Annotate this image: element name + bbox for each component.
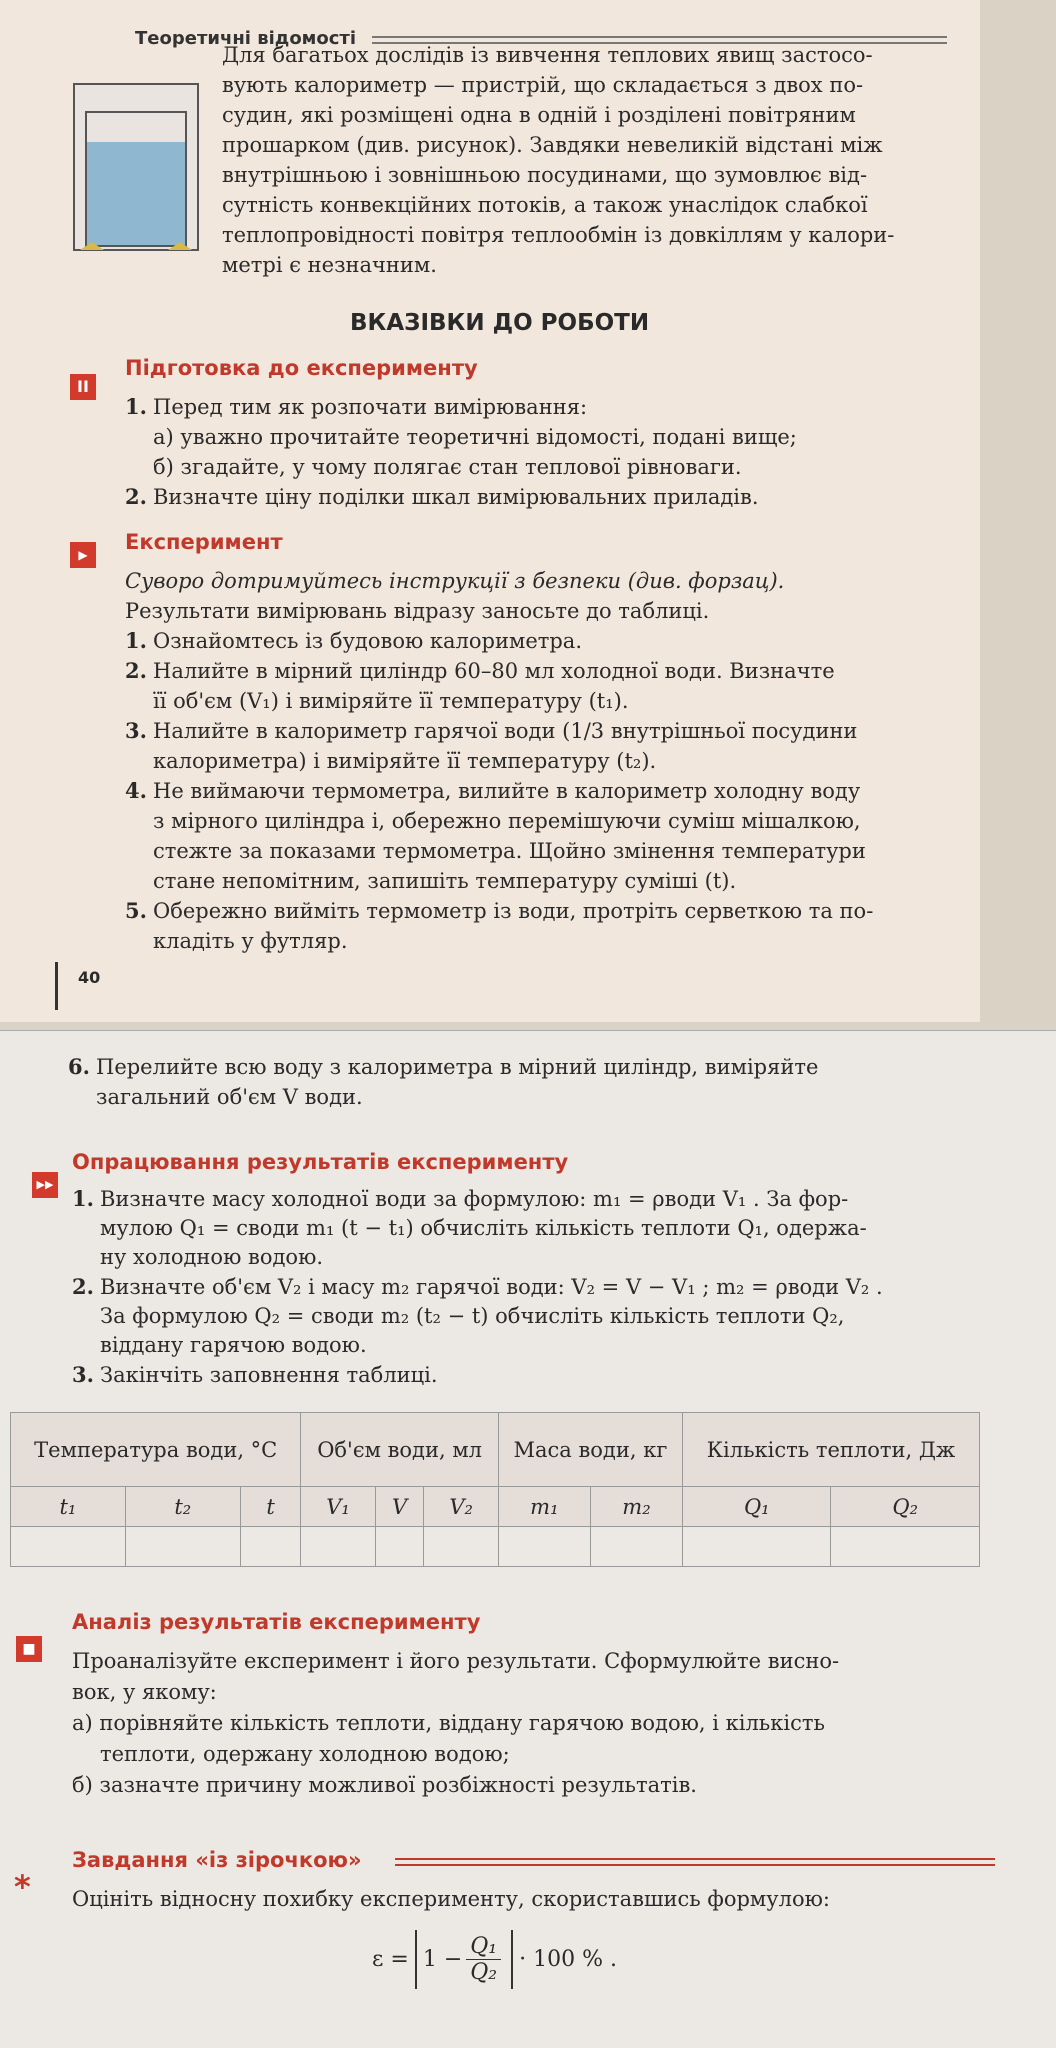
analysis-text	[72, 1646, 992, 1801]
theory-title: Теоретичні відомості	[135, 28, 357, 49]
list-item: 1. Ознайомтесь із будовою калориметра.	[125, 628, 583, 653]
list-item-cont: стежте за показами термометра. Щойно змінення температури	[153, 839, 866, 863]
list-item: 5. Обережно вийміть термометр із води, протріть серветкою та по-	[125, 898, 874, 923]
theory-line: судин, які розміщені одна в одній і розділені повітряним	[222, 103, 856, 127]
theory-line: теплопровідності повітря теплообмін із довкіллям у калори-	[222, 223, 895, 247]
proc-list	[72, 1184, 992, 1390]
results-table	[10, 1412, 980, 1567]
theory-line: метрі є незначним.	[222, 253, 437, 277]
formula-fraction	[466, 1934, 501, 1985]
star-text: Оцініть відносну похибку експерименту, скориставшись формулою:	[72, 1887, 830, 1911]
list-item: 2. Налийте в мірний циліндр 60–80 мл холодної води. Визначте	[125, 658, 835, 683]
header-temperature: Температура води, °С	[11, 1413, 301, 1487]
list-item-cont: з мірного циліндра і, обережно перемішуючи суміш мішалкою,	[153, 809, 861, 833]
step-6	[68, 1052, 968, 1112]
list-item-cont: ну холодною водою.	[100, 1245, 324, 1269]
list-item: б) згадайте, у чому полягає стан теплової рівноваги.	[153, 455, 742, 479]
divider-arc	[0, 1030, 1056, 1051]
list-item: 1. Визначте масу холодної води за формулою: m₁ = ρводи V₁ . За фор-	[72, 1186, 849, 1211]
prep-icon: II	[70, 374, 96, 400]
calorimeter-illustration	[72, 82, 200, 258]
list-item: 3. Закінчіть заповнення таблиці.	[72, 1362, 438, 1387]
page-bottom	[0, 1030, 1056, 2048]
list-item: а) уважно прочитайте теоретичні відомості, подані вище;	[153, 425, 797, 449]
table-subheader-row	[11, 1487, 980, 1527]
exp-title: Експеримент	[125, 530, 283, 554]
table-cell[interactable]	[831, 1527, 980, 1567]
list-item: 2. Визначте об'єм V₂ і масу m₂ гарячої води: V₂ = V − V₁ ; m₂ = ρводи V₂ .	[72, 1274, 883, 1299]
table-cell[interactable]	[125, 1527, 240, 1567]
theory-line: вують калориметр — пристрій, що складається з двох по-	[222, 73, 864, 97]
table-cell[interactable]	[240, 1527, 301, 1567]
col-m1: m₁	[498, 1487, 590, 1527]
table-cell[interactable]	[683, 1527, 831, 1567]
theory-line: прошарком (див. рисунок). Завдяки невеликій відстані між	[222, 133, 883, 157]
col-v2: V₂	[424, 1487, 498, 1527]
list-item: 1. Перед тим як розпочати вимірювання:	[125, 394, 588, 419]
list-item: 3. Налийте в калориметр гарячої води (1/3 внутрішньої посудини	[125, 718, 858, 743]
list-item-cont: мулою Q₁ = cводи m₁ (t − t₁) обчисліть кількість теплоти Q₁, одержа-	[100, 1216, 867, 1240]
col-t2: t₂	[125, 1487, 240, 1527]
analysis-line: теплоти, одержану холодною водою;	[100, 1742, 510, 1766]
formula-abs	[415, 1930, 513, 1989]
proc-title: Опрацювання результатів експерименту	[72, 1150, 569, 1174]
formula-num: Q₁	[466, 1934, 501, 1960]
list-item: 2. Визначте ціну поділки шкал вимірювальних приладів.	[125, 484, 759, 509]
analysis-icon: ■	[16, 1636, 42, 1662]
page-top	[0, 0, 980, 1022]
analysis-line: а) порівняйте кількість теплоти, віддану гарячою водою, і кількість	[72, 1711, 825, 1735]
instructions-title: ВКАЗІВКИ ДО РОБОТИ	[350, 310, 650, 336]
prep-title: Підготовка до експерименту	[125, 356, 478, 380]
analysis-line: вок, у якому:	[72, 1680, 217, 1704]
theory-line: Для багатьох дослідів із вивчення теплових явищ застосо-	[222, 43, 873, 67]
list-item-cont: За формулою Q₂ = cводи m₂ (t₂ − t) обчисліть кількість теплоти Q₂,	[100, 1304, 845, 1328]
star-title: Завдання «із зірочкою»	[72, 1848, 362, 1872]
error-formula	[372, 1930, 617, 1989]
list-item-cont: кладіть у футляр.	[153, 929, 348, 953]
col-v: V	[375, 1487, 424, 1527]
exp-body	[125, 566, 955, 956]
col-v1: V₁	[301, 1487, 375, 1527]
list-item-cont: стане непомітним, запишіть температуру суміші (t).	[153, 869, 737, 893]
col-m2: m₂	[590, 1487, 682, 1527]
list-item-cont: калориметра) і виміряйте її температуру (t₂).	[153, 749, 657, 773]
prep-list	[125, 392, 945, 512]
table-cell[interactable]	[301, 1527, 375, 1567]
table-cell[interactable]	[11, 1527, 126, 1567]
list-item: 6. Перелийте всю воду з калориметра в мірний циліндр, виміряйте	[68, 1054, 819, 1079]
list-item: 4. Не виймаючи термометра, вилийте в калориметр холодну воду	[125, 778, 861, 803]
header-mass: Маса води, кг	[498, 1413, 682, 1487]
formula-one: 1 −	[422, 1947, 463, 1972]
table-row	[11, 1527, 980, 1567]
page-number-bar	[55, 962, 58, 1010]
header-heat: Кількість теплоти, Дж	[683, 1413, 980, 1487]
results-note: Результати вимірювань відразу заносьте до таблиці.	[125, 599, 710, 623]
col-t1: t₁	[11, 1487, 126, 1527]
exp-icon: ▶	[70, 542, 96, 568]
theory-line: внутрішньою і зовнішньою посудинами, що зумовлює від-	[222, 163, 868, 187]
col-q1: Q₁	[683, 1487, 831, 1527]
theory-text	[222, 40, 952, 280]
analysis-line: Проаналізуйте експеримент і його результати. Сформулюйте висно-	[72, 1649, 840, 1673]
table-cell[interactable]	[424, 1527, 498, 1567]
safety-note: Суворо дотримуйтесь інструкції з безпеки (див. форзац).	[125, 569, 785, 593]
formula-tail: · 100 % .	[519, 1947, 617, 1972]
proc-icon: ▶▶	[32, 1172, 58, 1198]
list-item-cont: її об'єм (V₁) і виміряйте її температуру (t₁).	[153, 689, 629, 713]
star-icon: *	[14, 1868, 31, 1906]
analysis-line: б) зазначте причину можливої розбіжності результатів.	[72, 1773, 697, 1797]
table-cell[interactable]	[375, 1527, 424, 1567]
list-item-cont: віддану гарячою водою.	[100, 1333, 367, 1357]
list-item-cont: загальний об'єм V води.	[96, 1085, 363, 1109]
col-q2: Q₂	[831, 1487, 980, 1527]
col-t: t	[240, 1487, 301, 1527]
header-volume: Об'єм води, мл	[301, 1413, 498, 1487]
formula-den: Q₂	[470, 1960, 498, 1985]
table-header-row	[11, 1413, 980, 1487]
table-cell[interactable]	[590, 1527, 682, 1567]
page-number: 40	[78, 968, 101, 987]
formula-lhs: ε =	[372, 1947, 409, 1972]
star-rule	[395, 1858, 995, 1866]
table-cell[interactable]	[498, 1527, 590, 1567]
theory-line: сутність конвекційних потоків, а також унаслідок слабкої	[222, 193, 868, 217]
analysis-title: Аналіз результатів експерименту	[72, 1610, 481, 1634]
